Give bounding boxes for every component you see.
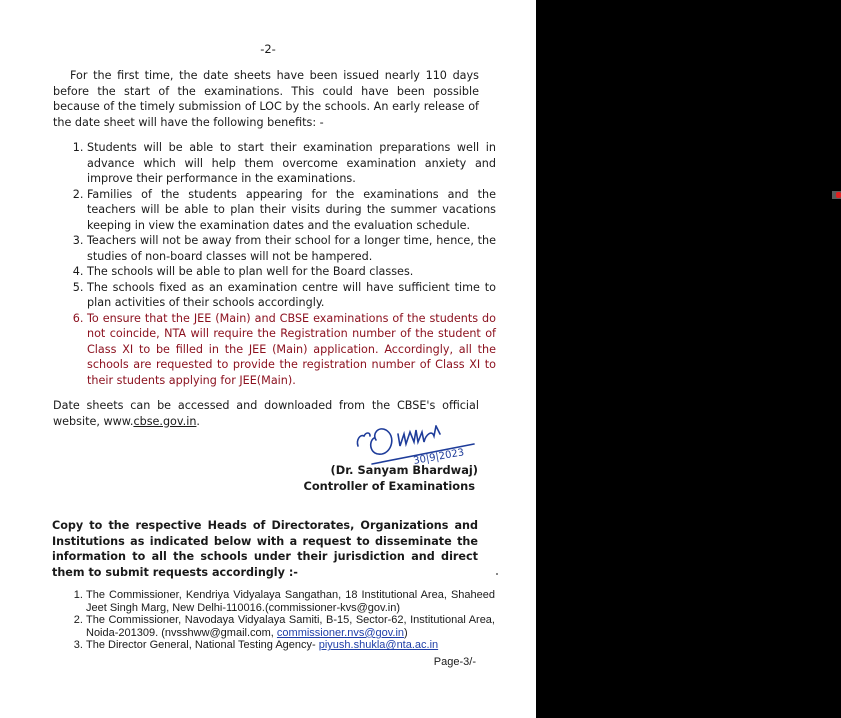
scan-speck: [496, 573, 498, 575]
email-link[interactable]: piyush.shukla@nta.ac.in: [318, 639, 439, 652]
benefit-item: 2. Families of the students appearing for the examinations and the teachers will be able to plan their visits during the summer vacations keeping in view the examination dates and the evaluation schedule.: [87, 187, 496, 234]
benefits-list: [70, 140, 496, 388]
page-number: -2-: [260, 42, 276, 56]
copy-to-paragraph: Copy to the respective Heads of Directorates, Organizations and Institutions as indicated below with a request to disseminate the information to all the schools under their jurisdiction and direct them to submit requests accordingly :-: [52, 519, 478, 579]
intro-paragraph: For the first time, the date sheets have been issued nearly 110 days before the start of the examinations. This could have been possible because of the timely submission of LOC by the schools. An early release of the date sheet will have the following benefits: -: [53, 69, 479, 129]
signatory-name: (Dr. Sanyam Bhardwaj): [330, 463, 478, 477]
benefit-item: 5. The schools fixed as an examination centre will have sufficient time to plan activities of their schools accordingly.: [87, 280, 496, 311]
website-text: Date sheets can be accessed and downloaded from the CBSE's official website, www.: [53, 399, 479, 428]
benefit-item: 1. Students will be able to start their examination preparations well in advance which will help them overcome examination anxiety and improve their performance in the examinations.: [87, 140, 496, 187]
recipient-item: 1. The Commissioner, Kendriya Vidyalaya Sangathan, 18 Institutional Area, Shaheed Jeet Singh Marg, New Delhi-110016.(commissioner-kvs@gov.in): [86, 589, 495, 614]
website-paragraph: Date sheets can be accessed and downloaded from the CBSE's official website, www.cbse.gov.in.: [53, 399, 479, 428]
next-page-marker: Page-3/-: [433, 656, 476, 668]
benefit-item: 3. Teachers will not be away from their school for a longer time, hence, the studies of non-board classes will not be hampered.: [87, 233, 496, 264]
recipient-item: 2. The Commissioner, Navodaya Vidyalaya Samiti, B-15, Sector-62, Institutional Area, Noida-201309. (nvsshww@gmail.com, commissioner.nvs@gov.in): [86, 614, 495, 639]
recipients-list: [70, 589, 495, 652]
signatory-title: Controller of Examinations: [303, 479, 475, 493]
side-panel: [536, 0, 841, 718]
email-link[interactable]: commissioner.nvs@gov.in: [276, 626, 405, 639]
benefit-item-highlighted: 6. To ensure that the JEE (Main) and CBSE examinations of the students do not coincide, NTA will require the Registration number of the student of Class XI to be filled in the JEE (Main) application. Accordingly, all the schools are requested to provide the registration number of Class XI to their students applying for JEE(Main).: [87, 311, 496, 389]
website-link[interactable]: cbse.gov.in: [133, 414, 197, 428]
signature-date: 30|9|2023: [412, 447, 466, 467]
record-indicator-icon: [832, 191, 841, 199]
signature-image: [352, 420, 480, 468]
recipient-item: 3. The Director General, National Testing Agency- piyush.shukla@nta.ac.in: [86, 639, 495, 652]
benefit-item: 4. The schools will be able to plan well for the Board classes.: [87, 264, 496, 280]
